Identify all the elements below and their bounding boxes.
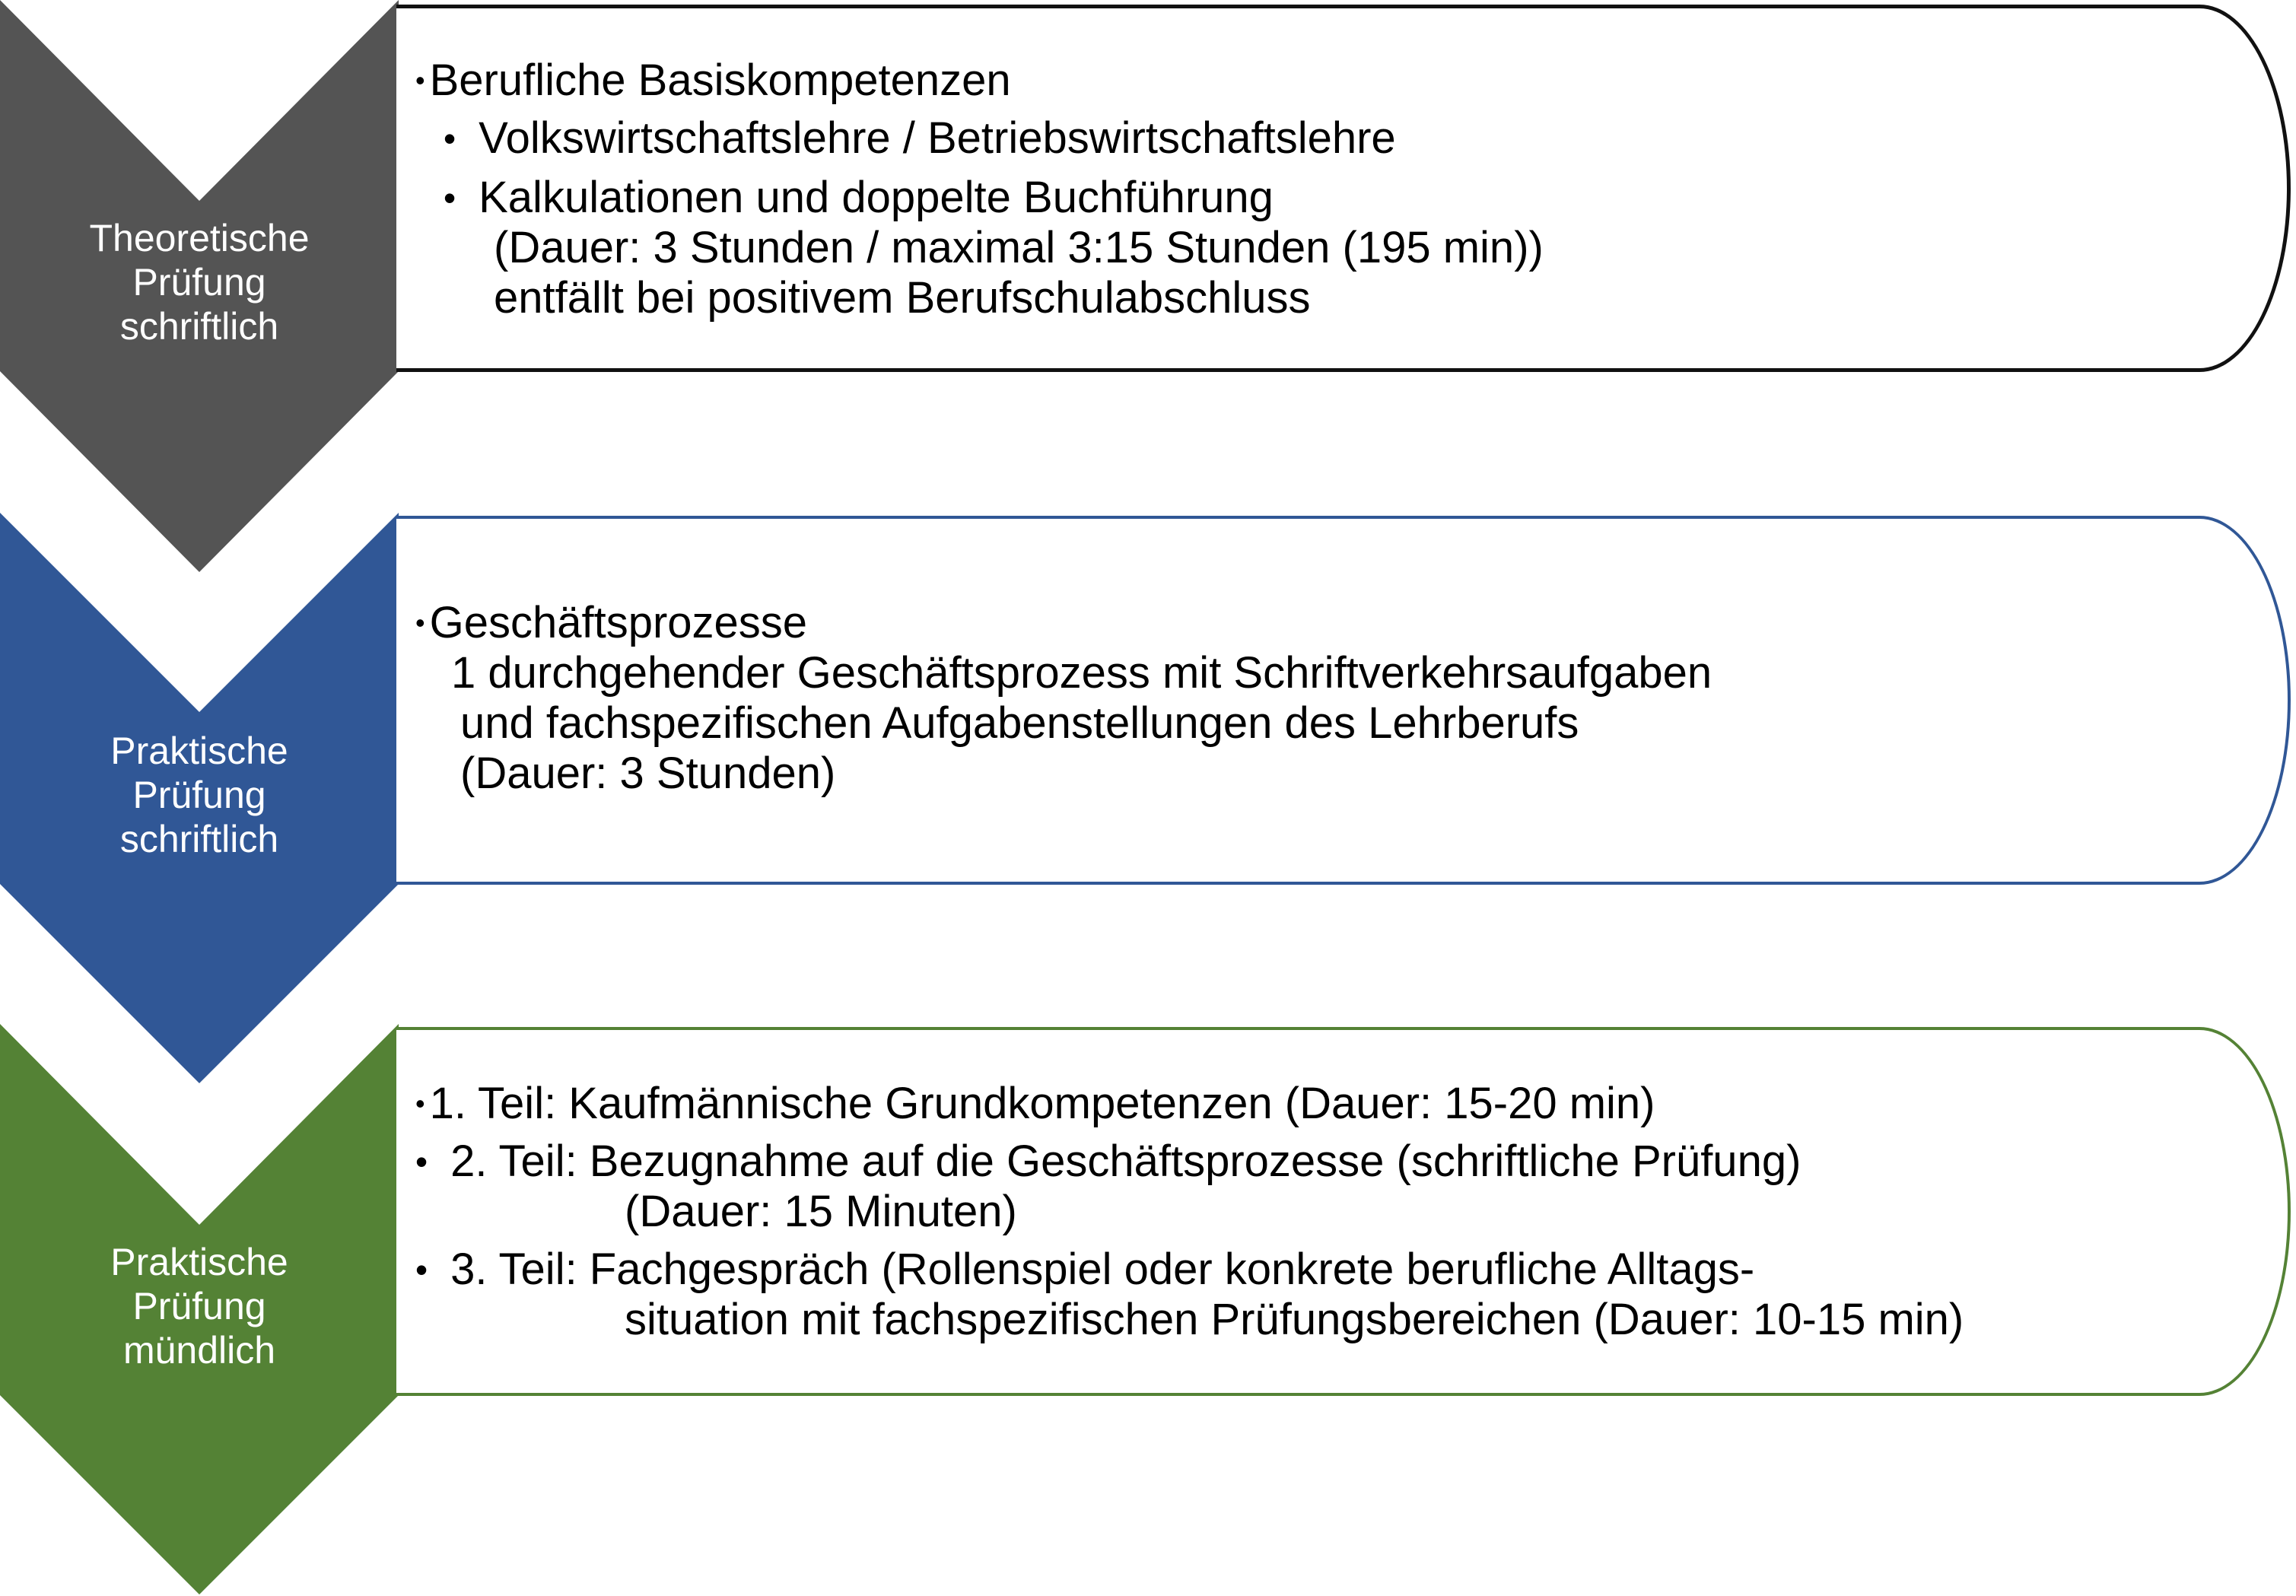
stage-2-chevron: [0, 513, 399, 1085]
content-line: entfällt bei positivem Berufschulabschluss: [494, 273, 1311, 323]
stage-2-content-box: [396, 516, 2291, 885]
content-line: (Dauer: 3 Stunden): [460, 749, 836, 798]
stage-1-chevron: [0, 0, 399, 572]
content-line: (Dauer: 3 Stunden / maximal 3:15 Stunden (195 min)): [494, 223, 1544, 272]
bullet-icon: •: [415, 1249, 428, 1289]
content-line: • Geschäftsprozesse: [415, 598, 808, 647]
bullet-icon: •: [415, 1141, 428, 1181]
bullet-icon: •: [415, 64, 425, 96]
bullet-icon: •: [415, 1087, 425, 1119]
content-line: 1 durchgehender Geschäftsprozess mit Schriftverkehrsaufgaben: [451, 648, 1712, 698]
content-line: situation mit fachspezifischen Prüfungsbereichen (Dauer: 10-15 min): [625, 1295, 1964, 1344]
content-line: • Berufliche Basiskompetenzen: [415, 56, 1011, 105]
stage-3-content-box: [396, 1027, 2291, 1396]
bullet-icon: •: [444, 118, 456, 158]
content-line: • Volkswirtschaftslehre / Betriebswirtschaftslehre: [444, 113, 1396, 163]
content-line: • 1. Teil: Kaufmännische Grundkompetenzen (Dauer: 15-20 min): [415, 1079, 1655, 1128]
content-line: • Kalkulationen und doppelte Buchführung: [444, 173, 1274, 222]
bullet-icon: •: [444, 177, 456, 218]
content-line: • 2. Teil: Bezugnahme auf die Geschäftsprozesse (schriftliche Prüfung): [415, 1137, 1802, 1186]
content-line: • 3. Teil: Fachgespräch (Rollenspiel oder konkrete berufliche Alltags-: [415, 1245, 1755, 1294]
stage-1-content-box: [396, 5, 2291, 372]
stage-2-label: Praktische Prüfung schriftlich: [110, 730, 288, 860]
stage-1-label: Theoretische Prüfung schriftlich: [89, 217, 310, 348]
bullet-icon: •: [415, 606, 425, 638]
content-line: und fachspezifischen Aufgabenstellungen des Lehrberufs: [460, 698, 1579, 748]
stage-3-chevron: [0, 1024, 399, 1596]
stage-3-label: Praktische Prüfung mündlich: [110, 1241, 288, 1372]
content-line: (Dauer: 15 Minuten): [625, 1187, 1017, 1236]
